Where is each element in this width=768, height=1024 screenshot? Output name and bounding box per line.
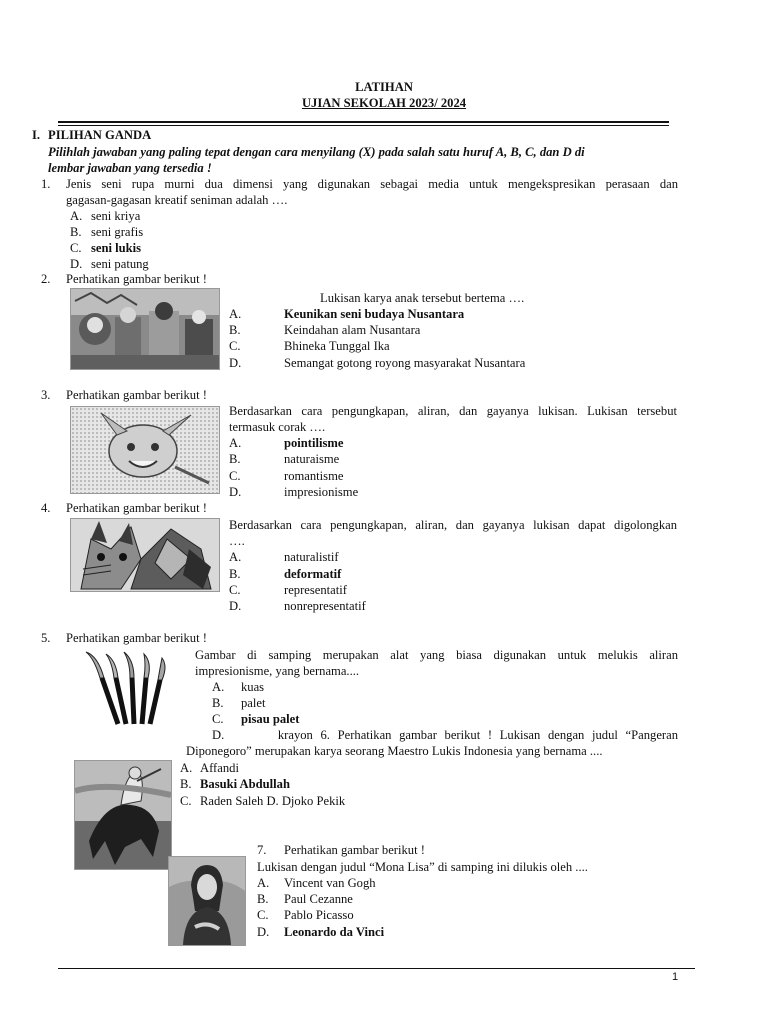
- option-text: Pablo Picasso: [284, 908, 354, 922]
- option-text: Semangat gotong royong masyarakat Nusantara: [284, 356, 526, 370]
- diponegoro-painting-image: [74, 760, 172, 870]
- option-text: Keindahan alam Nusantara: [284, 323, 421, 337]
- option-text: kuas: [241, 680, 265, 694]
- mona-lisa-image: [168, 856, 246, 946]
- option-text: Raden Saleh D. Djoko Pekik: [200, 794, 346, 808]
- question-prompt: Perhatikan gambar berikut !: [66, 388, 207, 402]
- option-letter: D.: [229, 485, 242, 499]
- question-number: 5.: [41, 631, 51, 645]
- question-prompt: Perhatikan gambar berikut !: [66, 272, 207, 286]
- option-text-answer: Keunikan seni budaya Nusantara: [284, 307, 465, 321]
- question-text: D. krayon 6. Perhatikan gambar berikut ! Lukisan dengan judul “Pangeran: [212, 728, 678, 742]
- option-letter: B.: [212, 696, 224, 710]
- option-text: Paul Cezanne: [284, 892, 353, 906]
- option-text: Vincent van Gogh: [284, 876, 376, 890]
- option-text-answer: pointilisme: [284, 436, 344, 450]
- option-letter: C.: [229, 339, 241, 353]
- cubist-cat-painting-image: [70, 518, 220, 592]
- option-letter: C.: [229, 469, 241, 483]
- option-text: impresionisme: [284, 485, 359, 499]
- question-text: gagasan-gagasan kreatif seniman adalah ….: [66, 193, 288, 207]
- option-letter: D.: [70, 257, 83, 271]
- option-letter: C.: [70, 241, 82, 255]
- option-text: nonrepresentatif: [284, 599, 366, 613]
- page-subtitle: UJIAN SEKOLAH 2023/ 2024: [301, 96, 467, 110]
- question-text: Gambar di samping merupakan alat yang biasa digunakan untuk melukis aliran: [195, 648, 678, 662]
- option-letter: A.: [229, 436, 242, 450]
- question-text: Jenis seni rupa murni dua dimensi yang digunakan sebagai media untuk mengekspresikan perasaan dan: [66, 177, 678, 191]
- option-letter: B.: [229, 452, 241, 466]
- question-number: 2.: [41, 272, 51, 286]
- header-rule-thin: [58, 125, 669, 126]
- header-rule-thick: [58, 121, 669, 123]
- option-text: seni patung: [91, 257, 149, 271]
- option-letter: D.: [229, 599, 242, 613]
- question-prompt: Perhatikan gambar berikut !: [284, 843, 425, 857]
- option-text-answer: deformatif: [284, 567, 342, 581]
- question-text: impresionisme, yang bernama....: [195, 664, 360, 678]
- option-letter: C.: [229, 583, 241, 597]
- children-painting-image: [70, 288, 220, 370]
- section-number: I.: [32, 128, 41, 142]
- instruction-line-2: lembar jawaban yang tersedia !: [48, 161, 212, 175]
- option-text: Bhineka Tunggal Ika: [284, 339, 390, 353]
- option-letter: C.: [212, 712, 224, 726]
- pointillism-painting-image: [70, 406, 220, 494]
- option-letter: A.: [212, 680, 225, 694]
- option-text: romantisme: [284, 469, 344, 483]
- question-text: Lukisan dengan judul “Mona Lisa” di samping ini dilukis oleh ....: [257, 860, 588, 874]
- palette-knives-image: [78, 648, 178, 728]
- option-text: representatif: [284, 583, 347, 597]
- page-number: 1: [672, 971, 679, 983]
- question-number: 4.: [41, 501, 51, 515]
- option-text-answer: pisau palet: [241, 712, 300, 726]
- option-letter: A.: [257, 876, 270, 890]
- option-letter: A.: [180, 761, 193, 775]
- option-letter: C.: [180, 794, 192, 808]
- option-letter: B.: [180, 777, 192, 791]
- option-letter: B.: [229, 567, 241, 581]
- option-text: seni kriya: [91, 209, 141, 223]
- option-text: naturaisme: [284, 452, 340, 466]
- option-letter: A.: [229, 550, 242, 564]
- question-text: Berdasarkan cara pengungkapan, aliran, dan gayanya lukisan. Lukisan tersebut: [229, 404, 677, 418]
- option-text-answer: Leonardo da Vinci: [284, 925, 385, 939]
- question-number: 1.: [41, 177, 51, 191]
- option-text: palet: [241, 696, 266, 710]
- option-text: seni grafis: [91, 225, 144, 239]
- option-text-answer: Basuki Abdullah: [200, 777, 290, 791]
- option-text-answer: seni lukis: [91, 241, 142, 255]
- option-text: naturalistif: [284, 550, 339, 564]
- question-prompt: Perhatikan gambar berikut !: [66, 631, 207, 645]
- option-letter: B.: [70, 225, 82, 239]
- question-text: ….: [229, 534, 245, 548]
- question-text: Lukisan karya anak tersebut bertema ….: [320, 291, 525, 305]
- footer-rule: [58, 968, 695, 969]
- option-letter: D.: [229, 356, 242, 370]
- page-title: LATIHAN: [355, 80, 413, 94]
- option-letter: B.: [257, 892, 269, 906]
- option-letter: A.: [70, 209, 83, 223]
- option-letter: D.: [257, 925, 270, 939]
- option-letter: C.: [257, 908, 269, 922]
- question-number: 7.: [257, 843, 267, 857]
- section-title: PILIHAN GANDA: [48, 128, 152, 142]
- option-letter: A.: [229, 307, 242, 321]
- option-letter: B.: [229, 323, 241, 337]
- option-text: Affandi: [200, 761, 239, 775]
- question-number: 3.: [41, 388, 51, 402]
- instruction-line-1: Pilihlah jawaban yang paling tepat dengan cara menyilang (X) pada salah satu huruf A, B, C, dan D di: [48, 145, 585, 159]
- question-text: Berdasarkan cara pengungkapan, aliran, dan gayanya lukisan dapat digolongkan: [229, 518, 677, 532]
- question-text: Diponegoro” merupakan karya seorang Maestro Lukis Indonesia yang bernama ....: [186, 744, 603, 758]
- question-text: termasuk corak ….: [229, 420, 326, 434]
- question-prompt: Perhatikan gambar berikut !: [66, 501, 207, 515]
